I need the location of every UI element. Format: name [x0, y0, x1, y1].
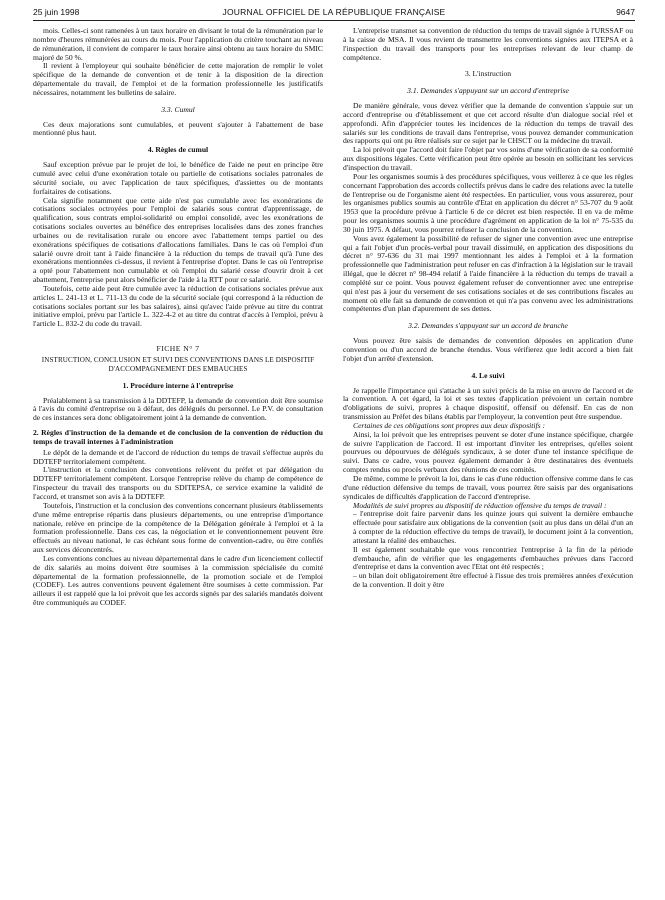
- fiche-subtitle: INSTRUCTION, CONCLUSION ET SUIVI DES CONVENTIONS DANS LE DISPOSITIF D'ACCOMPAGNEMENT DES EMBAUCHES: [41, 356, 315, 373]
- paragraph: Vous pouvez être saisis de demandes de convention déposées en application d'une convention ou d'un accord de branche étendus. Vous vérifierez que ledit accord a bien fait l'objet d'un arrêté d'extension.: [343, 336, 633, 363]
- list-item: Il est également souhaitable que vous rencontriez l'entreprise à la fin de la période d'embauche, afin de vérifier que les engagements d'embauches prévues dans l'accord d'entreprise et dans la convention avec l'Etat ont été respectés ;: [353, 544, 633, 572]
- paragraph: mois. Celles-ci sont ramenées à un taux horaire en divisant le total de la rémunération par le nombre d'heures rémunérées au cours du mois. Pour l'application du critère touchant au niveau de rémunération, il convient de comparer le taux horaire ainsi obtenu au taux horaire du SMIC majoré de 50 %.: [33, 26, 323, 62]
- paragraph: Toutefois, l'instruction et la conclusion des conventions concernant plusieurs établissements d'une même entreprise répartis dans plusieurs départements, ou une entreprise d'importance nationale, relève en principe de la compétence de la Délégation générale à l'emploi et à la formation professionnelle. Dans ces cas, la négociation et le conventionnement peuvent être effectués au niveau national, le cas échéant sous forme de convention-cadre, ou être confiés aux services déconcentrés.: [33, 500, 323, 555]
- paragraph: Sauf exception prévue par le projet de loi, le bénéfice de l'aide ne peut en principe être cumulé avec celui d'une exonération totale ou partielle de cotisations sociales patronales de sécurité sociale, ou avec l'application de taux spécifiques, d'assiettes ou de montants forfaitaires de cotisations.: [33, 160, 323, 196]
- paragraph: Les conventions conclues au niveau départemental dans le cadre d'un licenciement collectif de dix salariés au moins doivent être soumises à la commission spécialisée du comité départemental de la formation professionnelle, de la promotion sociale et de l'emploi (CODEF). Les autres conventions peuvent également être soumises à cette commission. Par ailleurs il est rappelé que la loi prévoit que les accords signés par des salariés mandatés doivent être communiqués au CODEF.: [33, 553, 323, 608]
- italic-paragraph: Modalités de suivi propres au dispositif de réduction offensive du temps de travail :: [353, 500, 607, 510]
- header-page-number: 9647: [616, 7, 635, 17]
- paragraph: Il revient à l'employeur qui souhaite bénéficier de cette majoration de remplir le volet spécifique de la demande de convention et de tenir à la disposition de la direction départementale du travail, de l'emploi et de la formation professionnelle les justificatifs nécessaires, notamment les bulletins de salaire.: [33, 61, 323, 97]
- paragraph: De manière générale, vous devez vérifier que la demande de convention s'appuie sur un accord d'entreprise ou d'établissement et que cet accord résulte d'un dialogue social réel et approfondi. Afin d'apprécier toutes les incidences de la réduction du temps de travail des salariés sur les conditions de travail dans l'entreprise, vous pouvez demander communication des rapports qui ont pu être réalisés sur ce sujet par le CHSCT ou la médecine du travail.: [343, 101, 633, 146]
- section-heading: 1. Procédure interne à l'entreprise: [122, 380, 234, 390]
- list-item: – l'entreprise doit faire parvenir dans les quinze jours qui suivent la dernière embauche effectuée pour satisfaire aux obligations de la convention (soit au plus dans un délai d'un an à compter de la réduction effective du temps de travail), le document joint à la convention, attestant la réalité des embauches.: [353, 509, 633, 545]
- section-heading: 3. L'instruction: [464, 69, 512, 79]
- paragraph: Préalablement à sa transmission à la DDTEFP, la demande de convention doit être soumise à l'avis du comité d'entreprise ou à défaut, des délégués du personnel. Le P.V. de consultation de ces instances sera donc obligatoirement joint à la demande de convention.: [33, 395, 323, 423]
- left-column: [33, 27, 323, 608]
- section-heading: 4. Règles de cumul: [147, 145, 209, 155]
- page-header: [33, 6, 635, 21]
- paragraph: Vous avez également la possibilité de refuser de signer une convention avec une entreprise qui a fait l'objet d'un procès-verbal pour travail dissimulé, en application des dispositions du décret n° 97-636 du 31 mai 1997 mentionnant les aides à l'emploi et à la formation professionnelle que l'administration peut refuser en cas d'infraction à la législation sur le travail illégal, que le décret n° 98-494 relatif à l'aide financière à la réduction du temps de travail a complété sur ce point. Vous pouvez également refuser de conventionner avec une entreprise qui n'est pas à jour du versement de ses cotisations sociales et de ses contributions fiscales au moment où elle fait sa demande de convention et qui n'a pas convenu avec les administrations compétentes d'un plan d'apurement de ses dettes.: [343, 233, 633, 314]
- paragraph: Cela signifie notamment que cette aide n'est pas cumulable avec les exonérations de cotisations sociales octroyées pour l'emploi de salariés sous contrat d'apprentissage, de qualification, sous contrats emploi-solidarité ou emploi consolidé, avec les exonérations de cotisations sociales ouvertes au bénéfice des entreprises localisées dans des zones franches urbaines ou de revitalisation rurale ou encore avec l'abattement temps partiel ou des exonérations spécifiques de cotisations d'allocations familiales. Dans le cas où l'emploi d'un salarié ouvre droit tant à l'aide financière à la réduction du temps de travail qu'à l'une des exonérations mentionnées ci-dessus, il revient à l'entreprise d'opter. Dans le cas où l'entreprise a opté pour l'abattement non cumulable et où l'emploi du salarié cesse d'ouvrir droit à cet abattement, l'entreprise peut alors bénéficier de l'aide à la RTT pour ce salarié.: [33, 195, 323, 285]
- paragraph: Ainsi, la loi prévoit que les entreprises peuvent se doter d'une instance spécifique, chargée de suivre l'application de l'accord. Il est important d'inviter les entreprises, qu'elles soient pourvues ou dépourvues de délégués syndicaux, à se doter d'une tel instance spécifique de suivi. Dans ce cadre, vous pouvez également demander à être destinataires des éventuels comptes rendus ou procès verbaux des réunions de ces comités.: [343, 429, 633, 475]
- paragraph: Ces deux majorations sont cumulables, et peuvent s'ajouter à l'abattement de base mentionné plus haut.: [33, 119, 323, 138]
- section-heading: 3.3. Cumul: [161, 104, 195, 114]
- paragraph: Le dépôt de la demande et de l'accord de réduction du temps de travail s'effectue auprès du DDTEFP territorialement compétent.: [33, 447, 323, 466]
- paragraph: De même, comme le prévoit la loi, dans le cas d'une réduction offensive comme dans le cas d'une réduction défensive du temps de travail, vous pourrez être saisis par des organisations syndicales de difficultés d'application de l'accord d'entreprise.: [343, 473, 633, 501]
- paragraph: L'instruction et la conclusion des conventions relèvent du préfet et par délégation du DDTEFP territorialement compétent. Lorsque l'entreprise relève du champ de compétence de l'inspecteur du travail des transports ou du SDITEPSA, ce service examine la validité de l'accord, et transmet son avis à la DDTEFP.: [33, 465, 323, 501]
- section-heading: 4. Le suivi: [471, 370, 505, 380]
- fiche-title: FICHE N° 7: [156, 344, 200, 354]
- paragraph: L'entreprise transmet sa convention de réduction du temps de travail signée à l'URSSAF ou à la caisse de MSA. Il vous revient de transmettre les conventions signées aux ITEPSA et à l'inspection du travail des transports pour les entreprises relevant de leur champ de compétence.: [343, 26, 633, 62]
- paragraph: Pour les organismes soumis à des procédures spécifiques, vous veillerez à ce que les règles concernant l'approbation des accords collectifs prévus dans le cadre des relations avec la tutelle de l'entreprise ou de l'organisme aient été respectées. En particulier, vous vous assurerez, pour les organismes publics soumis au contrôle d'Etat en application du décret n° 53-707 du 9 août 1953 que la procédure prévue à l'article 6 de ce décret est bien respectée. Il en va de même pour les organismes soumis à une procédure d'agrément en application de la loi n° 75-535 du 30 juin 1975. A défaut, vous pourrez refuser la conclusion de la convention.: [343, 171, 633, 234]
- section-heading: 2. Règles d'instruction de la demande et de conclusion de la convention de réduction du temps de travail internes à l'administration: [33, 428, 323, 446]
- header-date: 25 juin 1998: [33, 7, 80, 17]
- list-item: – un bilan doit obligatoirement être effectué à l'issue des trois premières années d'exécution de la convention. Il doit y être: [353, 571, 633, 590]
- subsection-heading: 3.2. Demandes s'appuyant sur un accord de branche: [408, 321, 568, 331]
- right-column: [343, 27, 633, 590]
- header-journal-title: JOURNAL OFFICIEL DE LA RÉPUBLIQUE FRANÇAISE: [222, 7, 446, 17]
- paragraph: La loi prévoit que l'accord doit faire l'objet par vos soins d'une vérification de sa conformité aux dispositions légales. Cette vérification peut être opérée au besoin en sollicitant les services d'inspection du travail.: [343, 145, 633, 172]
- paragraph: Toutefois, cette aide peut être cumulée avec la réduction de cotisations sociales prévue aux articles L. 241-13 et L. 711-13 du code de la sécurité sociale (qui correspond à la réduction de cotisations sociales portant sur les bas salaires), ainsi qu'avec l'aide prévue au titre du contrat initiative emploi, prévu par l'article L. 322-4-2 et au titre du contrat d'accès à l'emploi, prévu à l'article L. 832-2 du code du travail.: [33, 283, 323, 329]
- paragraph: Je rappelle l'importance qui s'attache à un suivi précis de la mise en œuvre de l'accord et de la convention. A cet égard, la loi et ses textes d'application prévoient un certain nombre d'obligations de suivi, propres à chaque dispositif, offensif ou défensif. En cas de non transmission au Préfet des bilans établis par l'employeur, la convention peut être suspendue.: [343, 385, 633, 422]
- subsection-heading: 3.1. Demandes s'appuyant sur un accord d'entreprise: [407, 86, 569, 96]
- italic-paragraph: Certaines de ces obligations sont propres aux deux dispositifs :: [353, 420, 546, 430]
